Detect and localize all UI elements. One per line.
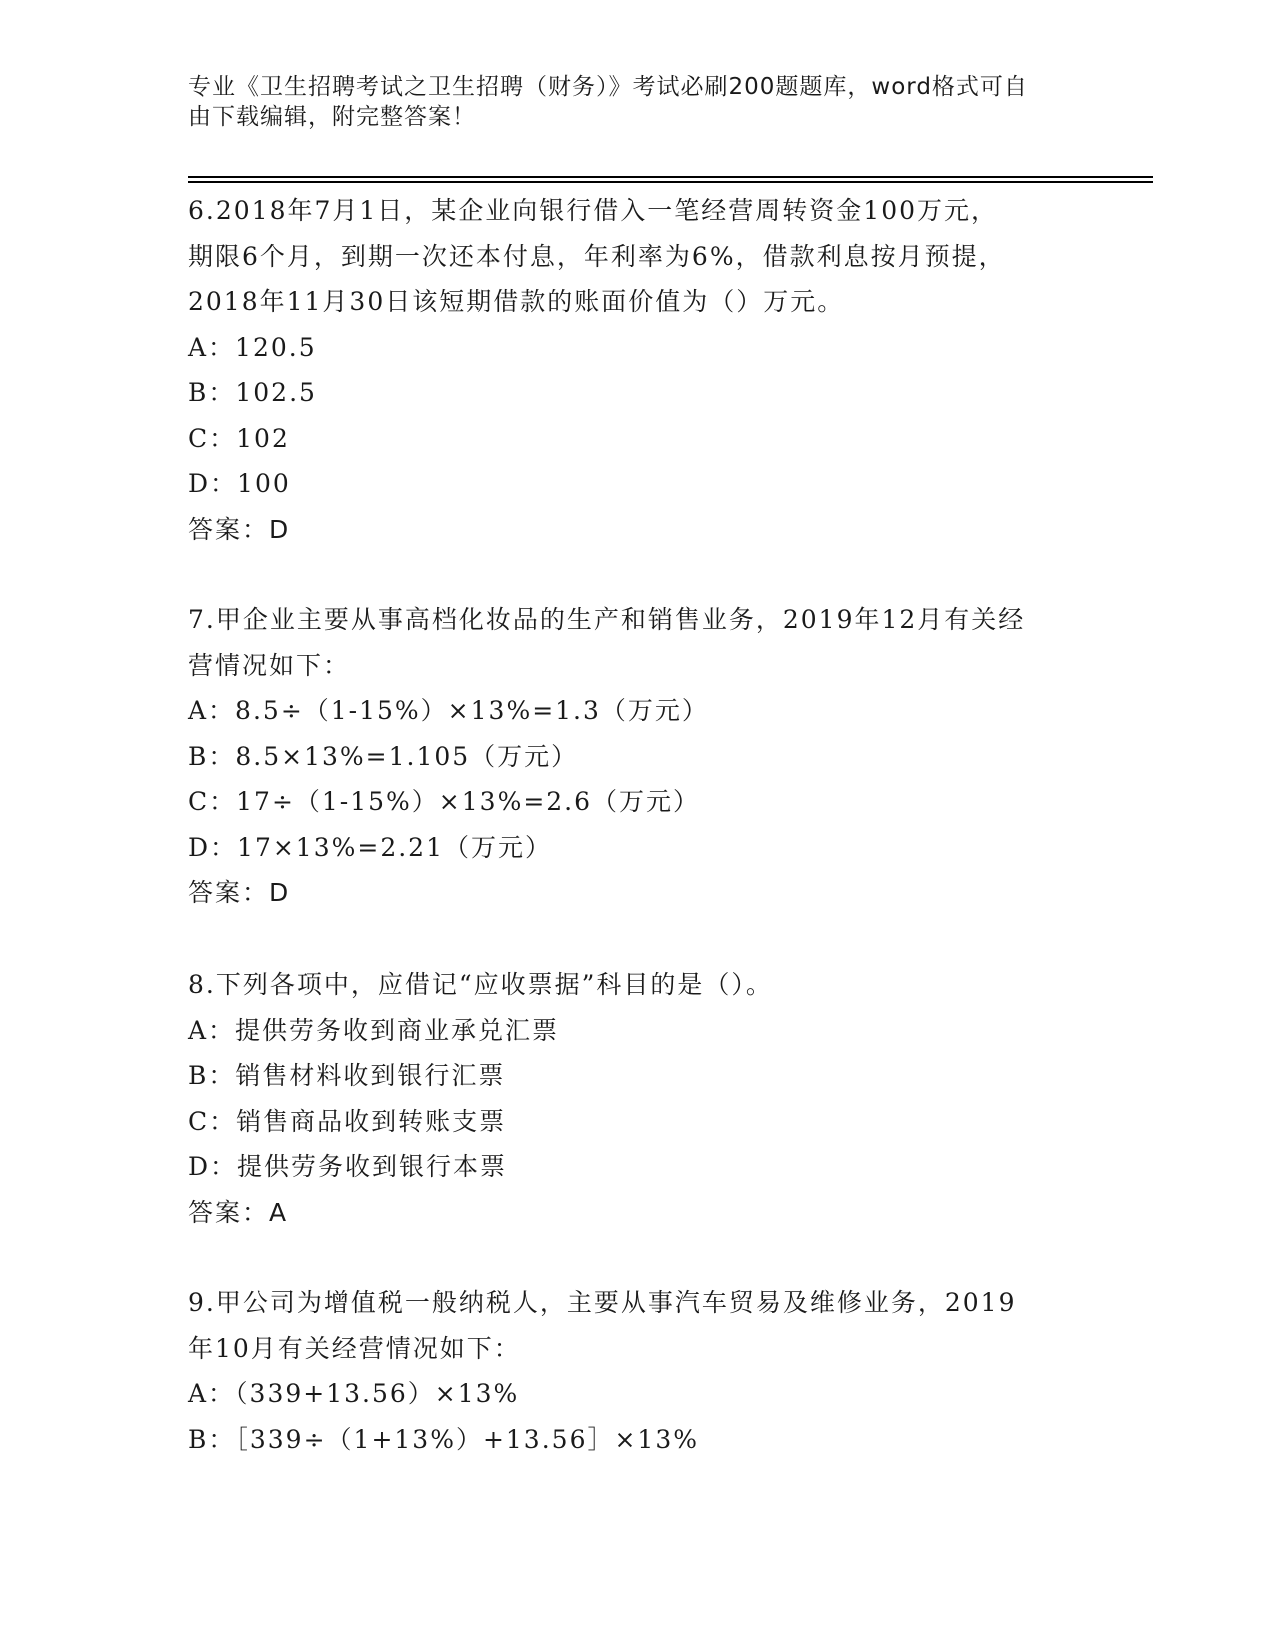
- header-line-1: 专业《卫生招聘考试之卫生招聘（财务）》考试必刷200题题库，word格式可自: [188, 74, 1028, 100]
- option-b: B：［339÷（1+13%）+13.56］×13%: [188, 1424, 699, 1454]
- answer: 答案：D: [188, 878, 291, 907]
- question-stem-line: 2018年11月30日该短期借款的账面价值为（）万元。: [188, 287, 845, 316]
- header-line-2: 由下载编辑，附完整答案！: [188, 104, 476, 130]
- header-divider-top: [188, 176, 1153, 178]
- option-a: A：提供劳务收到商业承兑汇票: [188, 1015, 560, 1045]
- header-divider-bottom: [188, 181, 1153, 183]
- question-stem-line: 期限6个月，到期一次还本付息，年利率为6%，借款利息按月预提，: [188, 241, 1006, 271]
- question-8: [188, 962, 1088, 1235]
- option-c: C：102: [188, 423, 290, 453]
- option-b: B：8.5×13%=1.105（万元）: [188, 741, 579, 771]
- option-c: C：销售商品收到转账支票: [188, 1106, 507, 1136]
- answer: 答案：A: [188, 1197, 289, 1227]
- option-d: D：100: [188, 469, 291, 498]
- question-stem-line: 9.甲公司为增值税一般纳税人，主要从事汽车贸易及维修业务，2019: [188, 1288, 1017, 1317]
- option-a: A：（339+13.56）×13%: [188, 1379, 520, 1408]
- option-d: D：17×13%=2.21（万元）: [188, 832, 552, 862]
- option-a: A：8.5÷（1-15%）×13%=1.3（万元）: [188, 696, 709, 725]
- question-7: [188, 597, 1088, 916]
- question-stem-line: 8.下列各项中，应借记“应收票据”科目的是（）。: [188, 970, 773, 999]
- question-stem-line: 7.甲企业主要从事高档化妆品的生产和销售业务，2019年12月有关经: [188, 605, 1026, 634]
- option-a: A：120.5: [188, 332, 317, 362]
- question-9: [188, 1280, 1088, 1462]
- answer: 答案：D: [188, 514, 291, 544]
- question-stem-line: 营情况如下：: [188, 650, 351, 680]
- question-6: [188, 188, 1088, 552]
- option-b: B：102.5: [188, 378, 317, 407]
- option-c: C：17÷（1-15%）×13%=2.6（万元）: [188, 787, 701, 816]
- document-header: [188, 72, 1088, 132]
- option-d: D：提供劳务收到银行本票: [188, 1152, 508, 1181]
- option-b: B：销售材料收到银行汇票: [188, 1061, 506, 1090]
- question-stem-line: 6.2018年7月1日，某企业向银行借入一笔经营周转资金100万元，: [188, 196, 999, 225]
- question-stem-line: 年10月有关经营情况如下：: [188, 1333, 521, 1363]
